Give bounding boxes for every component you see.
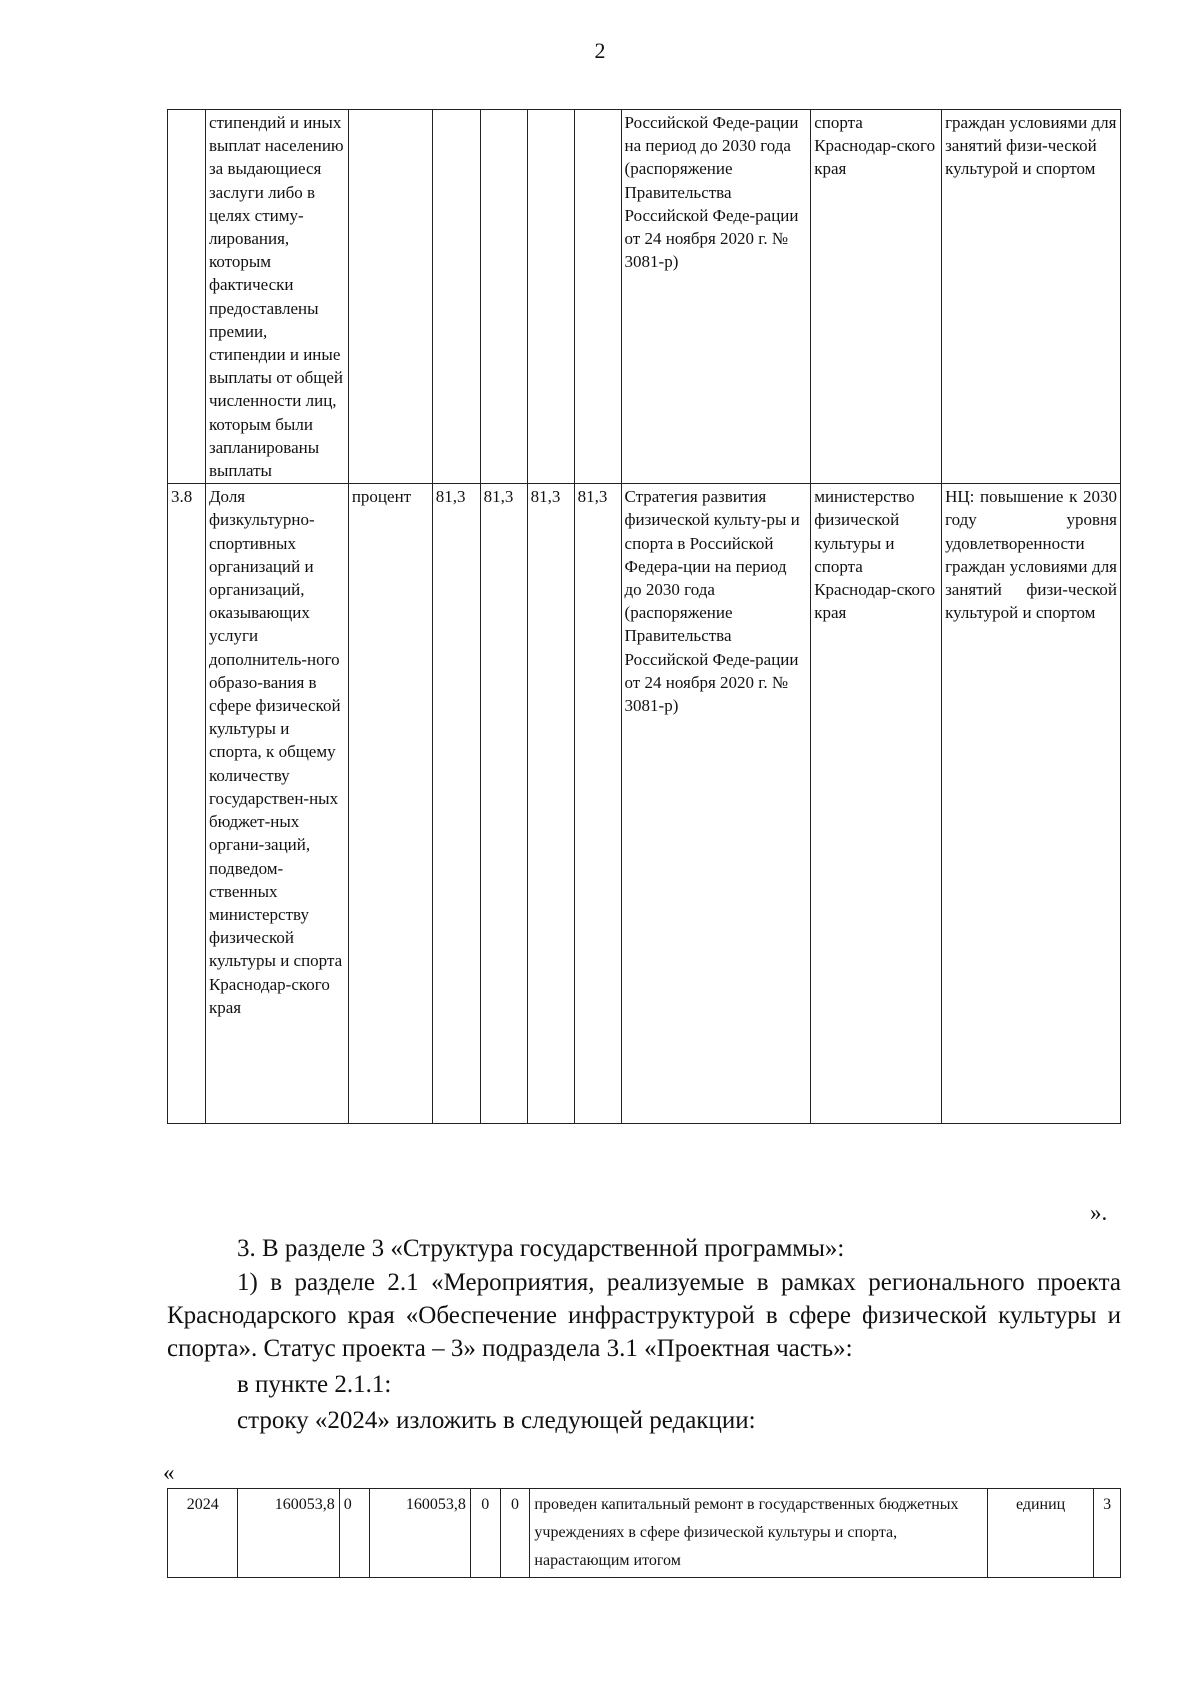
amount-cell: 0 [500, 1489, 530, 1578]
value-cell [527, 110, 574, 484]
goal-cell: НЦ: повышение к 2030 году уровня удовлетворенности граждан условиями для занятий физи-ческой культурой и спортом [942, 484, 1121, 1124]
row-number: 3.8 [168, 484, 206, 1124]
table-row [168, 110, 1121, 484]
value-cell [480, 110, 527, 484]
year-cell: 2024 [168, 1489, 238, 1578]
indicator-table [167, 109, 1121, 1124]
replacement-row-table [167, 1488, 1121, 1578]
responsible-cell: спорта Краснодар-ского края [811, 110, 942, 484]
value-cell [432, 110, 480, 484]
amount-cell: 0 [339, 1489, 369, 1578]
value-cell: 81,3 [574, 484, 621, 1124]
table-row [168, 484, 1121, 1124]
unit-cell: единиц [988, 1489, 1094, 1578]
unit-cell: процент [348, 484, 432, 1124]
value-cell: 3 [1094, 1489, 1121, 1578]
table-row [168, 1489, 1121, 1578]
row-number [168, 110, 206, 484]
basis-cell: Российской Феде-рации на период до 2030 года (распоряжение Правительства Российской Феде-рации от 24 ноября 2020 г. № 3081-р) [621, 110, 811, 484]
amount-cell: 0 [470, 1489, 500, 1578]
responsible-cell: министерство физической культуры и спорта Краснодар-ского края [811, 484, 942, 1124]
opening-quote: « [163, 1460, 175, 1485]
basis-cell: Стратегия развития физической культу-ры и спорта в Российской Федера-ции на период до 2030 года (распоряжение Правительства Российской Феде-рации от 24 ноября 2020 г. № 3081-р) [621, 484, 811, 1124]
paragraph-section-3: 3. В разделе 3 «Структура государственной программы»: [237, 1235, 845, 1262]
paragraph-instruction: строку «2024» изложить в следующей редакции: [237, 1407, 756, 1434]
result-cell: проведен капитальный ремонт в государственных бюджетных учреждениях в сфере физической культуры и спорта, нарастающим итогом [530, 1489, 988, 1578]
unit-cell [348, 110, 432, 484]
paragraph-point: в пункте 2.1.1: [237, 1371, 392, 1398]
paragraph-subsection: 1) в разделе 2.1 «Мероприятия, реализуемые в рамках регионального проекта Краснодарского края «Обеспечение инфраструктурой в сфере физической культуры и спорта». Статус проекта – 3» подраздела 3.1 «Проектная часть»: [167, 1269, 1121, 1362]
page-number: 2 [594, 38, 606, 63]
goal-cell: граждан условиями для занятий физи-ческой культурой и спортом [942, 110, 1121, 484]
amount-cell: 160053,8 [238, 1489, 339, 1578]
value-cell: 81,3 [432, 484, 480, 1124]
closing-quote: ». [1090, 1200, 1108, 1225]
amount-cell: 160053,8 [369, 1489, 470, 1578]
value-cell [574, 110, 621, 484]
indicator-name: Доля физкультурно-спортивных организаций и организаций, оказывающих услуги дополнитель-ного образо-вания в сфере физической культуры и спорта, к общему количеству государствен-ных бюджет-ных органи-заций, подведом-ственных министерству физической культуры и спорта Краснодар-ского края [205, 484, 348, 1124]
value-cell: 81,3 [527, 484, 574, 1124]
indicator-name: стипендий и иных выплат населению за выдающиеся заслуги либо в целях стиму-лирования, которым фактически предоставлены премии, стипендии и иные выплаты от общей численности лиц, которым были запланированы выплаты [205, 110, 348, 484]
value-cell: 81,3 [480, 484, 527, 1124]
